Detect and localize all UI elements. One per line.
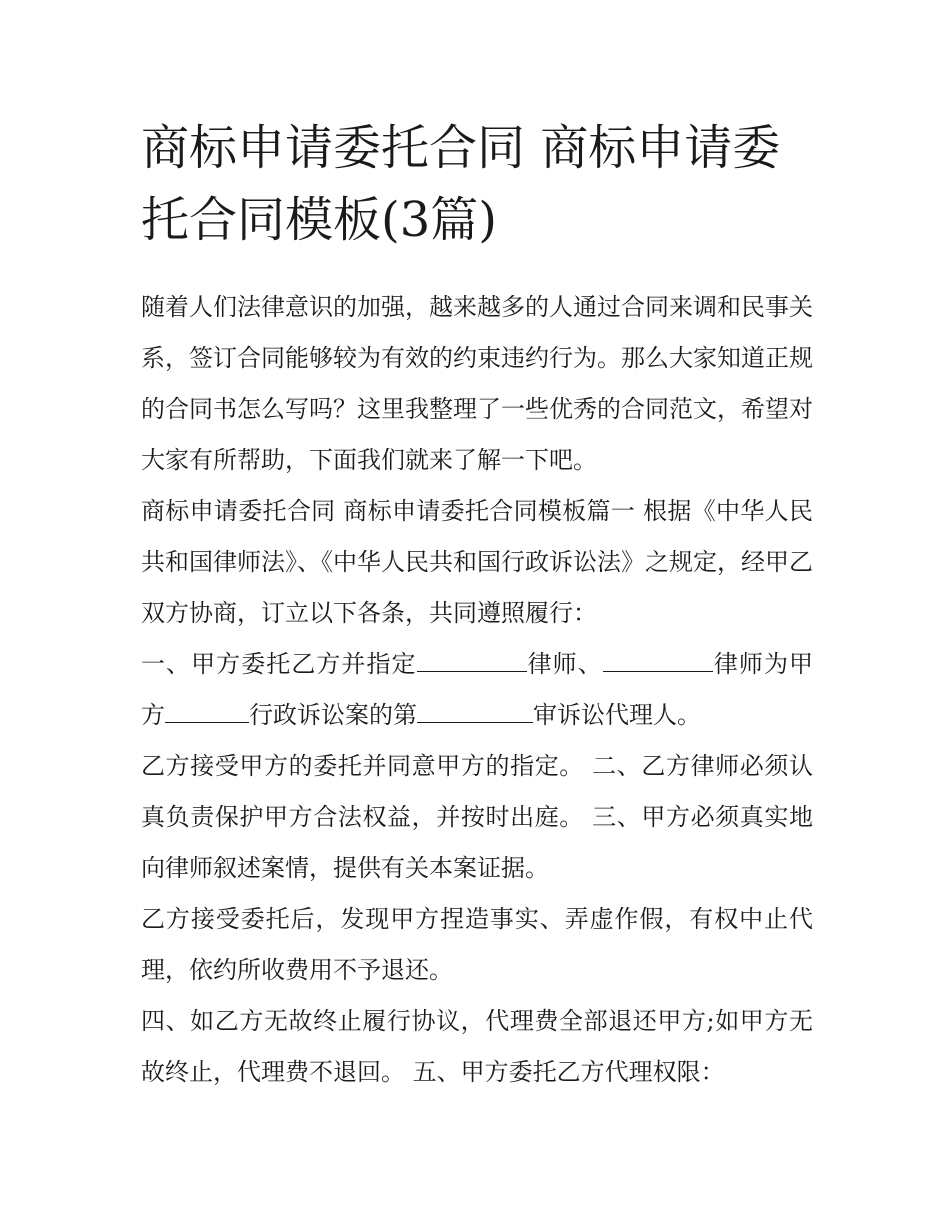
intro-paragraph: 随着人们法律意识的加强，越来越多的人通过合同来调和民事关系，签订合同能够较为有效的约束违约行为。那么大家知道正规的合同书怎么写吗？这里我整理了一些优秀的合同范文，希望对大家有所帮助，下面我们就来了解一下吧。 (141, 293, 813, 474)
clause-one-text-d: 行政诉讼案的第 (249, 701, 417, 729)
blank-line (417, 700, 533, 723)
clause-one-paragraph (141, 639, 813, 741)
document-title: 商标申请委托合同 商标申请委托合同模板(3篇) (141, 120, 781, 248)
clause-one-text-b: 律师、 (526, 650, 603, 678)
section-intro-paragraph: 商标申请委托合同 商标申请委托合同模板篇一 根据《中华人民共和国律师法》、《中华人民共和国行政诉讼法》之规定，经甲乙双方协商，订立以下各条，共同遵照履行： (141, 497, 813, 627)
blank-line (603, 649, 713, 672)
termination-paragraph: 四、如乙方无故终止履行协议，代理费全部退还甲方;如甲方无故终止，代理费不退回。 五、甲方委托乙方代理权限： (141, 1007, 813, 1086)
clause-one-text-e: 审诉讼代理人。 (533, 701, 701, 729)
clause-one-text-c: 律师为甲方 (141, 650, 814, 729)
document-body (141, 112, 813, 1098)
clause-one-text-a: 一、甲方委托乙方并指定 (141, 650, 417, 678)
fraud-paragraph: 乙方接受委托后，发现甲方捏造事实、弄虚作假，有权中止代理，依约所收费用不予退还。 (141, 905, 813, 984)
blank-line (165, 700, 249, 723)
blank-line (417, 649, 527, 672)
acceptance-paragraph: 乙方接受甲方的委托并同意甲方的指定。 二、乙方律师必须认真负责保护甲方合法权益，并按时出庭。 三、甲方必须真实地向律师叙述案情，提供有关本案证据。 (141, 752, 813, 882)
